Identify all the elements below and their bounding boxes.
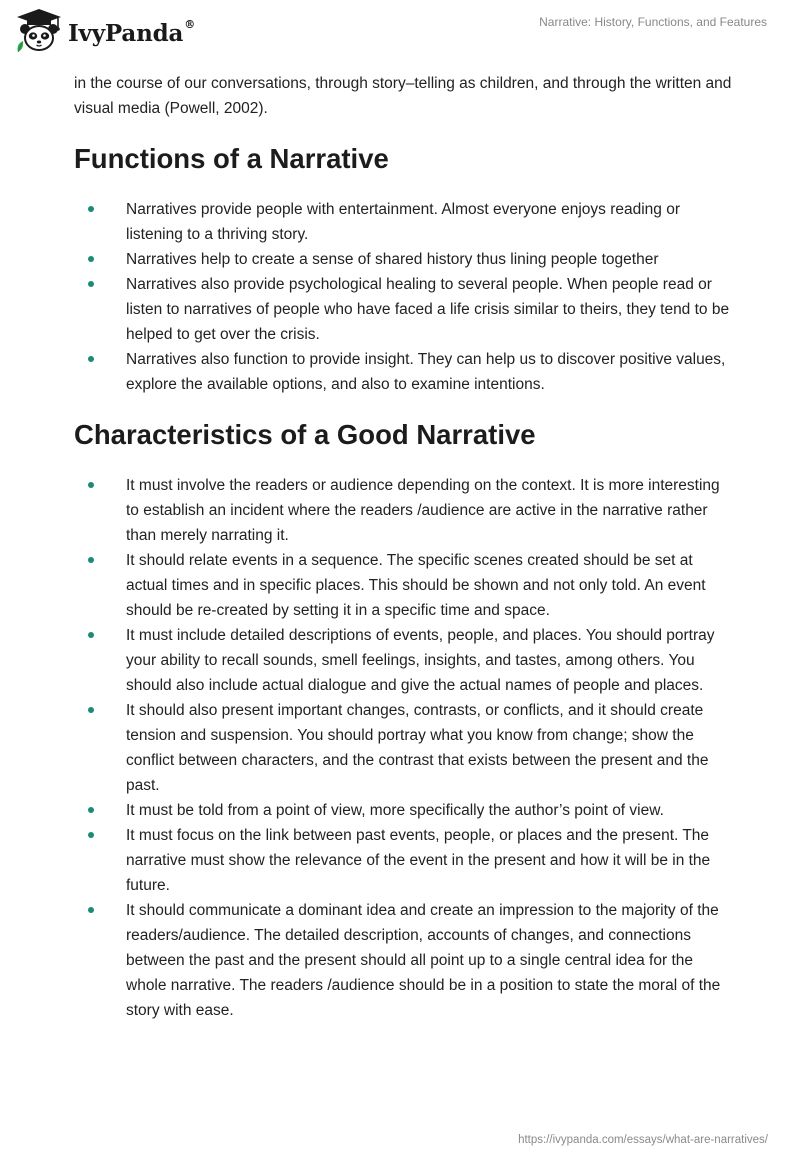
characteristics-list xyxy=(74,473,734,1023)
bullet-icon xyxy=(88,907,94,913)
list-item xyxy=(74,898,734,1023)
intro-paragraph: in the course of our conversations, through story–telling as children, and through the written and visual media (Powell, 2002). xyxy=(74,75,732,117)
article-body xyxy=(74,71,734,1023)
bullet-icon xyxy=(88,206,94,212)
source-url-link[interactable]: https://ivypanda.com/essays/what-are-narratives/ xyxy=(518,1134,768,1146)
bullet-icon xyxy=(88,356,94,362)
bullet-icon xyxy=(88,807,94,813)
characteristics-heading: Characteristics of a Good Narrative xyxy=(74,419,536,450)
list-item xyxy=(74,698,734,798)
ivypanda-logo[interactable] xyxy=(14,8,195,54)
list-item xyxy=(74,247,734,272)
list-item xyxy=(74,347,734,397)
bullet-icon xyxy=(88,256,94,262)
list-item-text: Narratives also provide psychological healing to several people. When people read or listen to narratives of people who have faced a life crisis similar to theirs, they tend to be helped to get over the crisis. xyxy=(126,276,730,343)
list-item xyxy=(74,548,734,623)
list-item-text: It should also present important changes, contrasts, or conflicts, and it should create tension and suspension. You should portray what you know from change; show the conflict between characters, and the contrast that exists between the present and the past. xyxy=(126,702,709,794)
list-item-text: Narratives provide people with entertainment. Almost everyone enjoys reading or listening to a thriving story. xyxy=(126,201,680,243)
document-title: Narrative: History, Functions, and Features xyxy=(539,15,767,29)
list-item-text: It must include detailed descriptions of events, people, and places. You should portray your ability to recall sounds, smell feelings, insights, and tastes, among others. You should also include actual dialogue and give the actual names of people and places. xyxy=(126,627,715,694)
brand-name: IvyPanda® xyxy=(68,17,195,47)
bullet-icon xyxy=(88,832,94,838)
list-item xyxy=(74,473,734,548)
bullet-icon xyxy=(88,482,94,488)
list-item xyxy=(74,798,734,823)
list-item-text: It must focus on the link between past events, people, or places and the present. The narrative must show the relevance of the event in the present and how it will be in the future. xyxy=(126,827,711,894)
list-item-text: It must be told from a point of view, more specifically the author’s point of view. xyxy=(126,802,664,819)
panda-logo-icon xyxy=(14,8,64,54)
bullet-icon xyxy=(88,707,94,713)
list-item-text: It should communicate a dominant idea and create an impression to the majority of the readers/audience. The detailed description, accounts of changes, and connections between the past and the present should all point up to a single central idea for the whole narrative. The readers /audience should be in a position to state the moral of the story with ease. xyxy=(126,902,721,1019)
registered-mark: ® xyxy=(184,17,195,31)
bullet-icon xyxy=(88,281,94,287)
list-item xyxy=(74,197,734,247)
functions-list xyxy=(74,197,734,397)
list-item-text: It must involve the readers or audience depending on the context. It is more interesting to establish an incident where the readers /audience are active in the narrative rather than merely narrating it. xyxy=(126,477,720,544)
bullet-icon xyxy=(88,557,94,563)
list-item-text: Narratives help to create a sense of shared history thus lining people together xyxy=(126,251,659,268)
list-item xyxy=(74,823,734,898)
list-item xyxy=(74,272,734,347)
bullet-icon xyxy=(88,632,94,638)
functions-heading: Functions of a Narrative xyxy=(74,143,389,174)
page-header xyxy=(0,0,800,64)
list-item-text: Narratives also function to provide insight. They can help us to discover positive values, explore the available options, and also to examine intentions. xyxy=(126,351,726,393)
list-item xyxy=(74,623,734,698)
list-item-text: It should relate events in a sequence. The specific scenes created should be set at actual times and in specific places. This should be shown and not only told. An event should be re-created by setting it in a specific time and space. xyxy=(126,552,706,619)
